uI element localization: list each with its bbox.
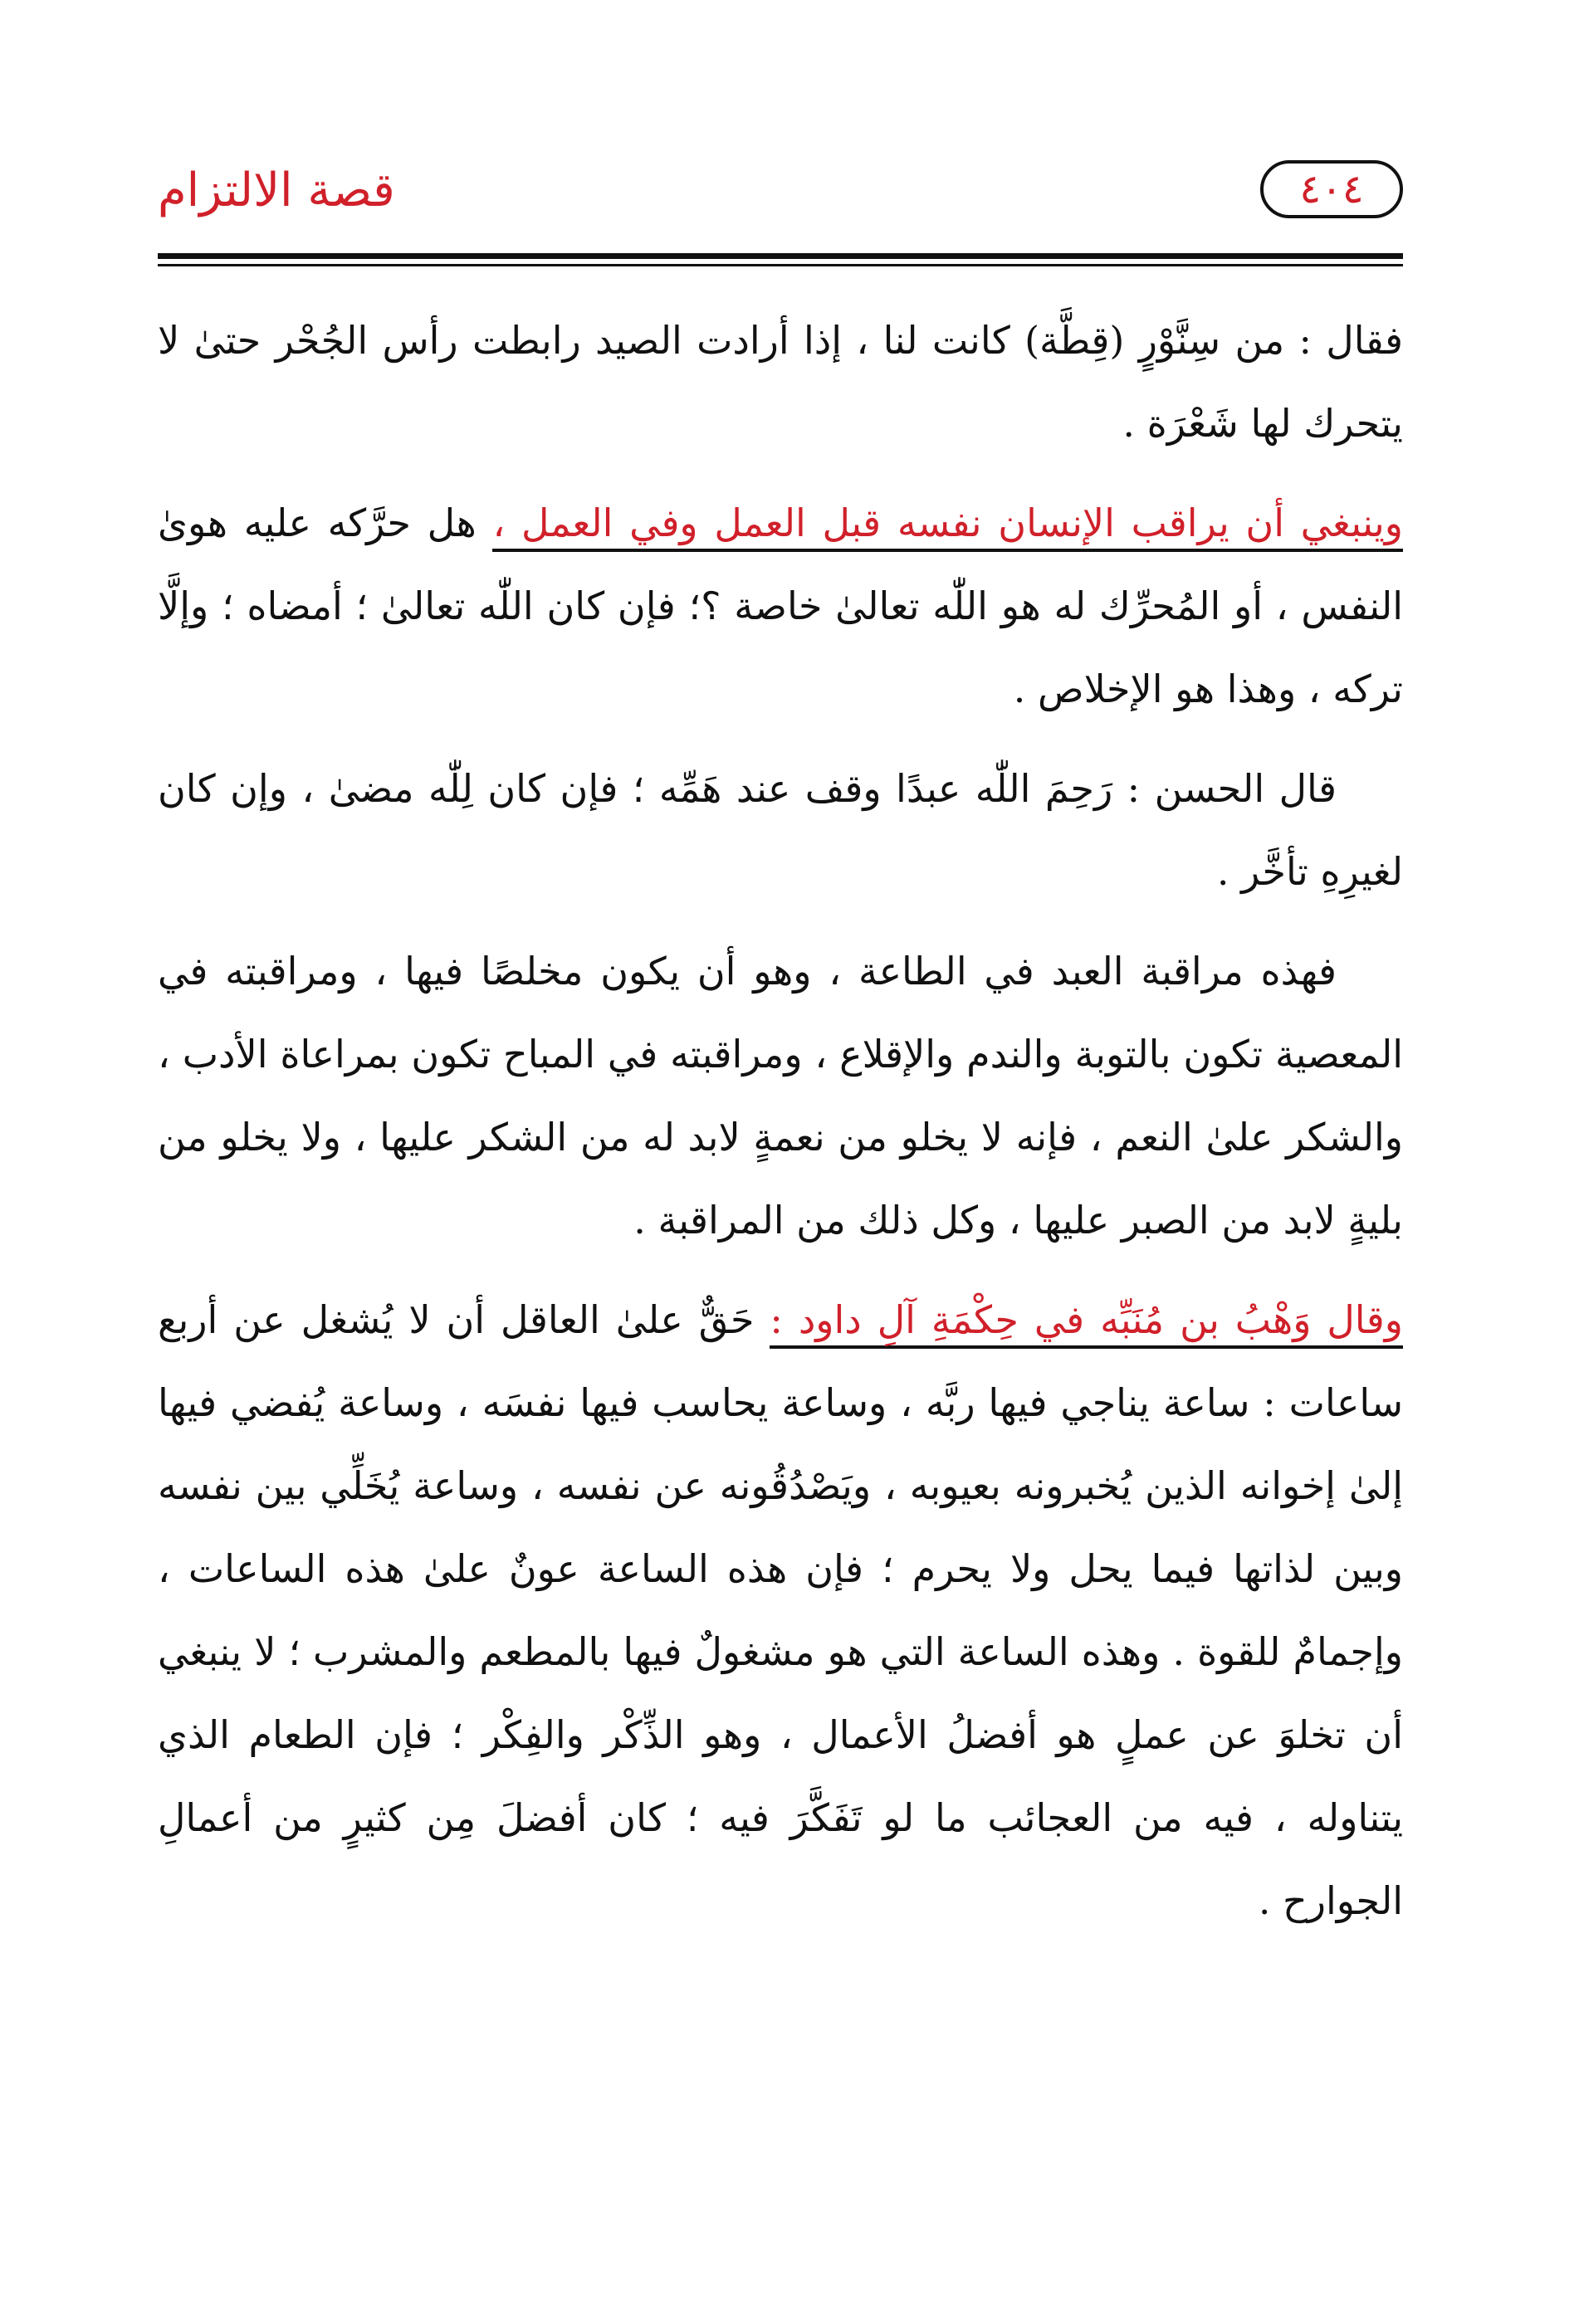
paragraph-5 — [158, 1278, 1403, 1942]
running-title: قصة الالتزام — [158, 164, 395, 217]
header-rule-thin — [158, 264, 1403, 266]
paragraph-text: حَقٌّ علىٰ العاقل أن لا يُشغل عن أربع ساعات : ساعة يناجي فيها ربَّه ، وساعة يحاسب فيها نفسَه ، وساعة يُفضي فيها إلىٰ إخوانه الذين يُخبرونه بعيوبه ، ويَصْدُقُونه عن نفسه ، وساعة يُخَلِّي بين نفسه وبين لذاتها فيما يحل ولا يحرم ؛ فإن هذه الساعة عونٌ علىٰ هذه الساعات ، وإجمامٌ للقوة . وهذه الساعة التي هو مشغولٌ فيها بالمطعم والمشرب ؛ لا ينبغي أن تخلوَ عن عملٍ هو أفضلُ الأعمال ، وهو الذِّكْر والفِكْر ؛ فإن الطعام الذي يتناوله ، فيه من العجائب ما لو تَفَكَّرَ فيه ؛ كان أفضلَ مِن كثيرٍ من أعمالِ الجوارح . — [158, 1297, 1403, 1923]
paragraph-2 — [158, 481, 1403, 730]
paragraph-text: فهذه مراقبة العبد في الطاعة ، وهو أن يكون مخلصًا فيها ، ومراقبته في المعصية تكون بالتوبة والندم والإقلاع ، ومراقبته في المباح تكون بمراعاة الأدب ، والشكر علىٰ النعم ، فإنه لا يخلو من نعمةٍ لابد له من الشكر عليها ، ولا يخلو من بليةٍ لابد من الصبر عليها ، وكل ذلك من المراقبة . — [158, 949, 1403, 1243]
paragraph-1 — [158, 299, 1403, 465]
page-header — [158, 154, 1403, 245]
paragraph-text: هل حرَّكه عليه هوىٰ النفس ، أو المُحرِّك له هو اللّٰه تعالىٰ خاصة ؟؛ فإن كان اللّٰه تعالىٰ ؛ أمضاه ؛ وإلَّا تركه ، وهذا هو الإخلاص . — [158, 500, 1403, 711]
paragraph-text: فقال : من سِنَّوْرٍ (قِطَّة) كانت لنا ، إذا أرادت الصيد رابطت رأس الجُحْر حتىٰ لا يتحرك لها شَعْرَة . — [158, 318, 1403, 446]
page-body — [158, 299, 1403, 1959]
page-number-badge: ٤٠٤ — [1260, 160, 1403, 218]
paragraph-3 — [158, 747, 1403, 913]
header-rule-thick — [158, 253, 1403, 259]
highlighted-heading: وينبغي أن يراقب الإنسان نفسه قبل العمل وفي العمل ، — [492, 500, 1403, 552]
paragraph-4 — [158, 930, 1403, 1262]
highlighted-heading: وقال وَهْبُ بن مُنَبِّه في حِكْمَةِ آلِ داود : — [770, 1297, 1403, 1349]
paragraph-text: قال الحسن : رَحِمَ اللّٰه عبدًا وقف عند هَمِّه ؛ فإن كان لِلّٰه مضىٰ ، وإن كان لغيرِهِ تأخَّر . — [158, 766, 1403, 894]
